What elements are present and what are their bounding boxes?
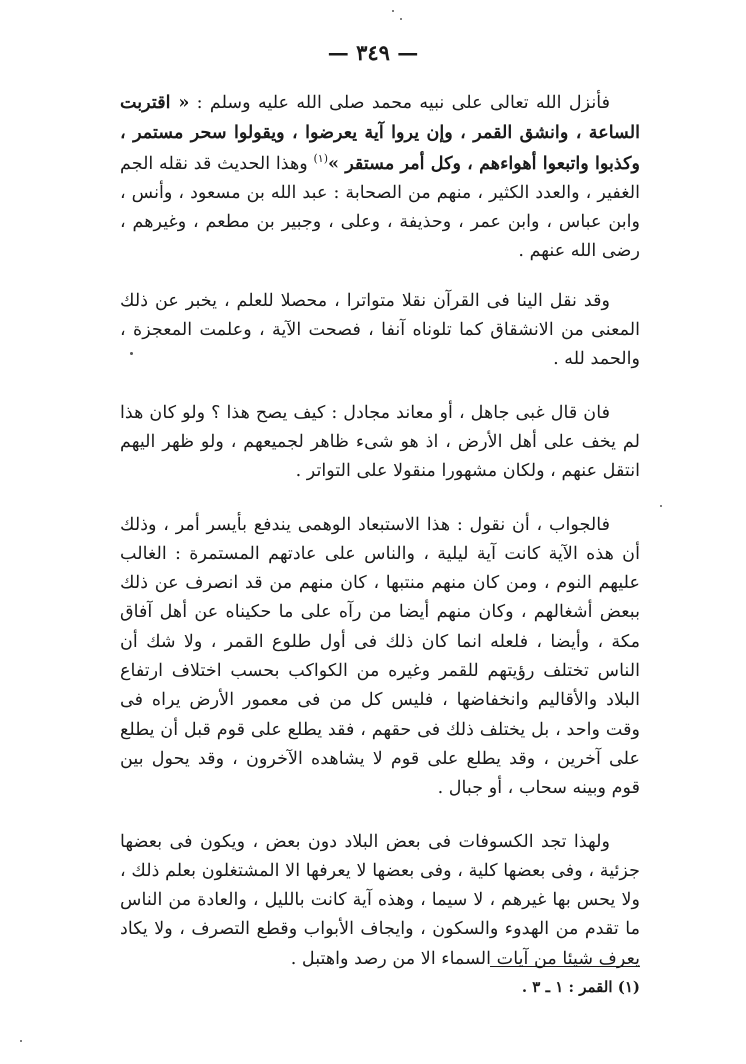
paragraph-1-rest: وهذا الحديث قد نقله الجم الغفير ، والعدد الكثير ، منهم من الصحابة : عبد الله بن مسعود ، وأنس ، وابن عباس ، وابن عمر ، وحذيفة ، وعلى ، وجبير بن مطعم ، وغيرهم ، رضى الله عنهم . (120, 153, 640, 262)
paragraph-3: فان قال غبى جاهل ، أو معاند مجادل : كيف يصح هذا ؟ ولو كان هذا لم يخف على أهل الأرض ، اذ هو شىء ظاهر لجميعهم ، ولو ظهر اليهم انتقل عنهم ، ولكان مشهورا منقولا على التواتر . (120, 402, 640, 482)
scan-speck (392, 10, 394, 12)
scan-speck (400, 18, 402, 20)
paragraph-5: ولهذا تجد الكسوفات فى بعض البلاد دون بعض ، ويكون فى بعضها جزئية ، وفى بعضها كلية ، وفى بعضها لا يعرفها الا المشتغلون بعلم ذلك ، ولا يحس بها غيرهم ، لا سيما ، وهذه آية كانت بالليل ، والعادة من الناس ما تقدم من الهدوء والسكون ، وايجاف الأبواب وقطع التصرف ، ولا يكاد يعرف شيئا من آيات السماء الا من رصد واهتبل . (120, 831, 640, 969)
scan-speck (660, 505, 662, 507)
scan-speck (20, 1040, 22, 1042)
footnote-divider (490, 966, 640, 967)
page-body (120, 88, 640, 998)
footnote: (١) القمر : ١ ـ ٣ . (521, 978, 640, 996)
paragraph-1 (120, 88, 640, 267)
quran-verse-quote: « اقتربت الساعة ، وانشق القمر ، وإن يروا آية يعرضوا ، ويقولوا سحر مستمر ، وكذبوا واتبعوا أهواءهم ، وكل أمر مستقر » (120, 92, 641, 174)
paragraph-1-lead: فأنزل الله تعالى على نبيه محمد صلى الله عليه وسلم : (196, 93, 610, 113)
page-number: — ٣٤٩ — (327, 40, 419, 65)
paragraph-2: وقد نقل الينا فى القرآن نقلا متواترا ، محصلا للعلم ، يخبر عن ذلك المعنى من الانشقاق كما تلوناه آنفا ، فصحت الآية ، وعلمت المعجزة ، والحمد لله . (120, 290, 640, 370)
paragraph-4: فالجواب ، أن نقول : هذا الاستبعاد الوهمى يندفع بأيسر أمر ، وذلك أن هذه الآية كانت آية ليلية ، والناس على عادتهم المستمرة : الغالب عليهم النوم ، ومن كان منهم منتبها ، كان منهم من قد انصرف عن ذلك ببعض أشغالهم ، وكان منهم أيضا من رآه على ما حكيناه عن أهل آفاق مكة ، وأيضا ، فلعله انما كان ذلك فى أول طلوع القمر ، ولا شك أن الناس تختلف رؤيتهم للقمر وغيره من الكواكب بحسب اختلاف ارتفاع البلاد والأقاليم وانخفاضها ، فليس كل من فى معمور الأرض يراه فى وقت واحد ، بل يختلف ذلك فى حقهم ، فقد يطلع على قوم قبل أن يطلع على آخرين ، وقد يطلع على قوم لا يشاهده الآخرون ، وقد يحول بين قوم وبينه سحاب ، أو جبال . (120, 514, 640, 799)
scan-speck (130, 352, 133, 355)
footnote-ref: (١) (313, 151, 328, 165)
